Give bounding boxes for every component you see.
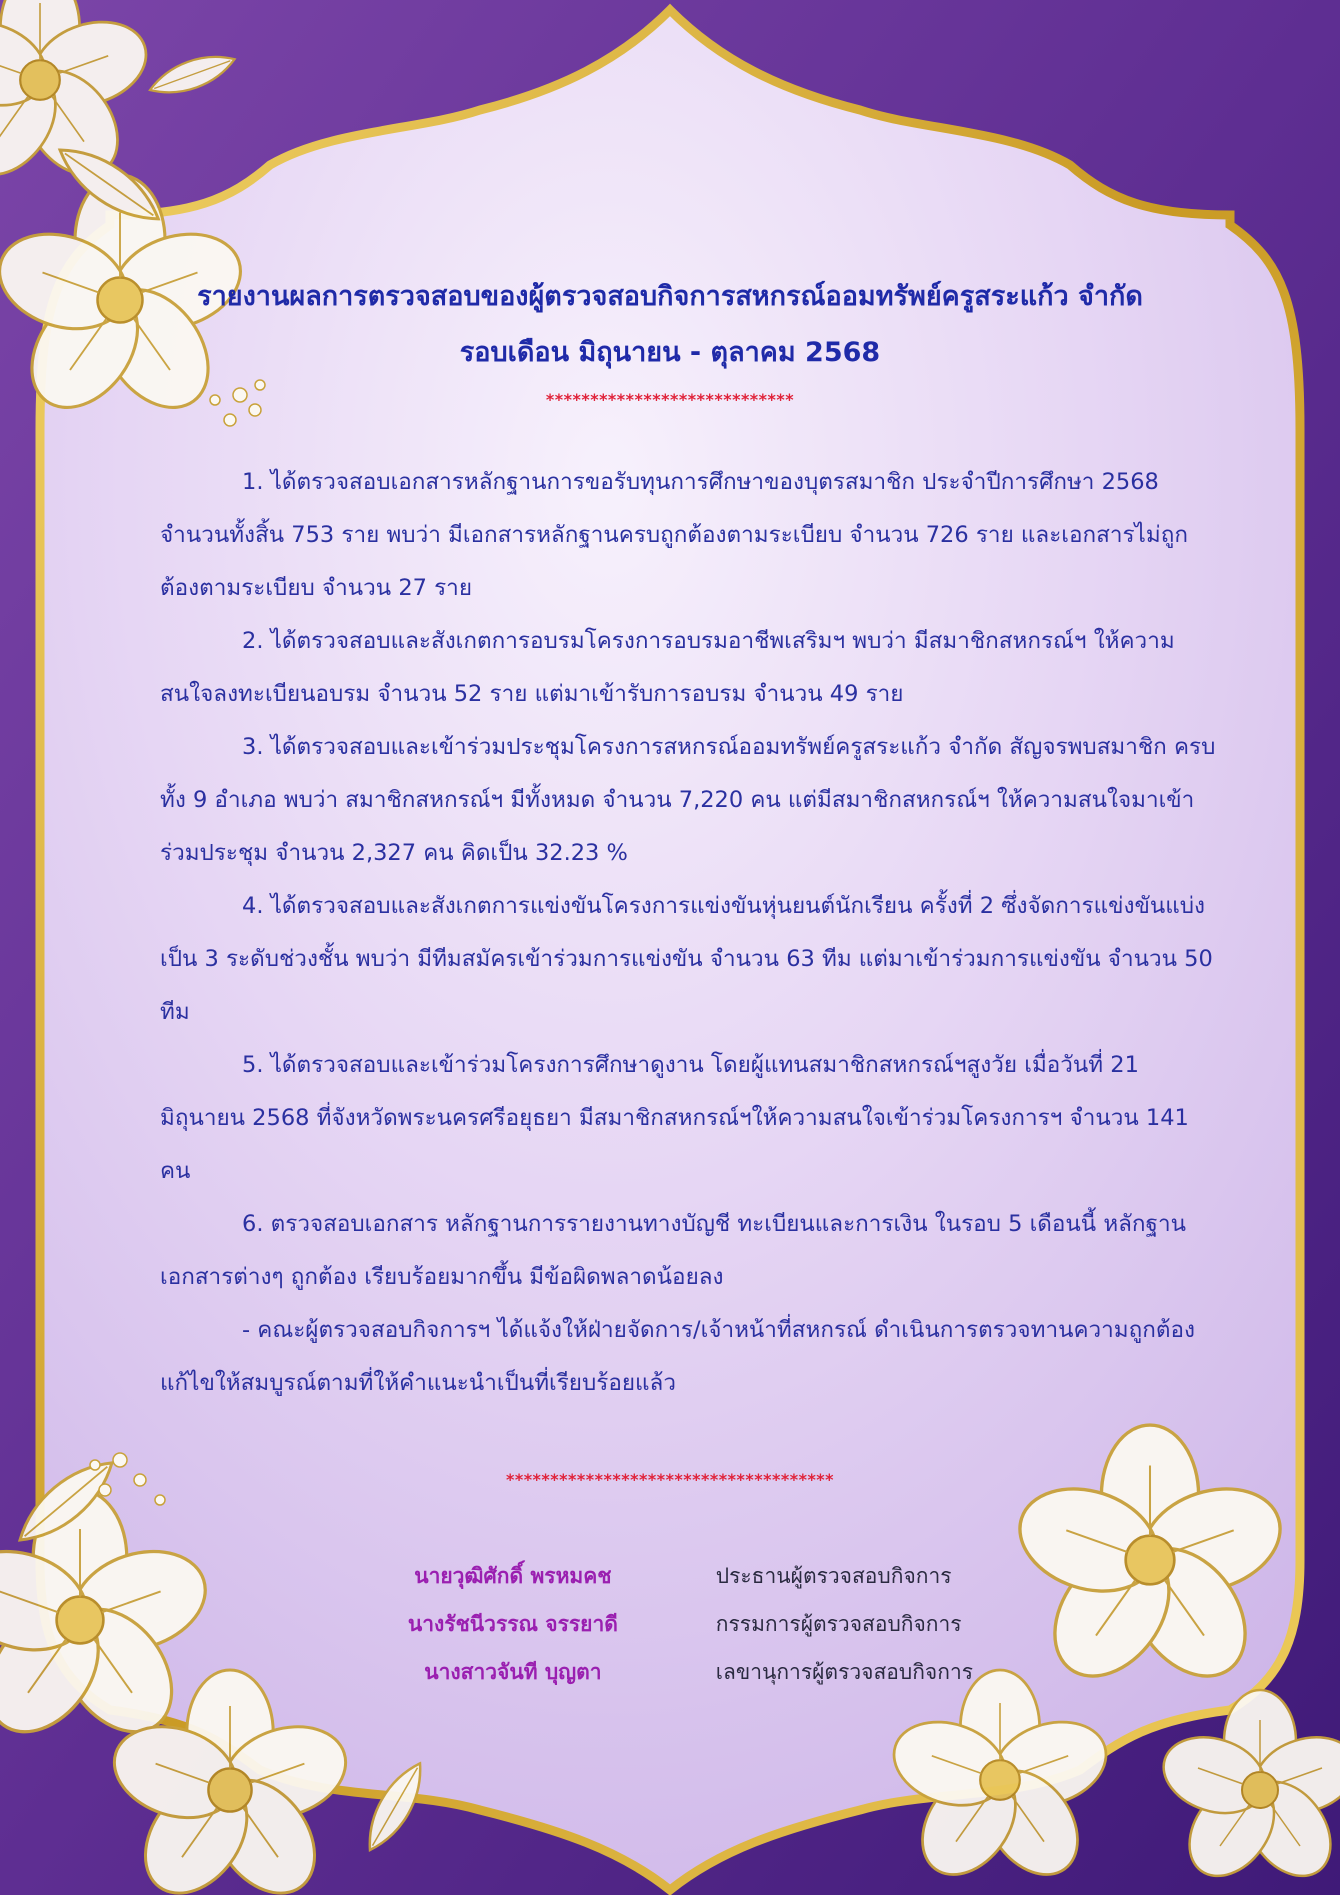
report-title-line-1: รายงานผลการตรวจสอบของผู้ตรวจสอบกิจการสหกรณ์ออมทรัพย์ครูสระแก้ว จำกัด xyxy=(197,281,1143,312)
signatory-position: ประธานผู้ตรวจสอบกิจการ xyxy=(715,1564,952,1588)
divider-top: **************************** xyxy=(545,390,795,409)
signatory-name: นางสาวจันที บุญตา xyxy=(424,1660,602,1684)
signatory-row xyxy=(340,1648,1100,1696)
paragraph-5: 5. ได้ตรวจสอบและเข้าร่วมโครงการศึกษาดูงาน โดยผู้แทนสมาชิกสหกรณ์ฯสูงวัย เมื่อวันที่ 21 มิถุนายน 2568 ที่จังหวัดพระนครศรีอยุธยา มีสมาชิกสหกรณ์ฯให้ความสนใจเข้าร่วมโครงการฯ จำนวน 141 คน xyxy=(160,1052,1189,1184)
paragraph-6: 6. ตรวจสอบเอกสาร หลักฐานการรายงานทางบัญชี ทะเบียนและการเงิน ในรอบ 5 เดือนนี้ หลักฐานเอกสารต่างๆ ถูกต้อง เรียบร้อยมากขึ้น มีข้อผิดพลาดน้อยลง xyxy=(160,1211,1186,1290)
paragraph-2: 2. ได้ตรวจสอบและสังเกตการอบรมโครงการอบรมอาชีพเสริมฯ พบว่า มีสมาชิกสหกรณ์ฯ ให้ความสนใจลงทะเบียนอบรม จำนวน 52 ราย แต่มาเข้ารับการอบรม จำนวน 49 ราย xyxy=(160,628,1175,707)
report-body xyxy=(160,456,1220,1410)
paragraph-3: 3. ได้ตรวจสอบและเข้าร่วมประชุมโครงการสหกรณ์ออมทรัพย์ครูสระแก้ว จำกัด สัญจรพบสมาชิก ครบทั้ง 9 อำเภอ พบว่า สมาชิกสหกรณ์ฯ มีทั้งหมด จำนวน 7,220 คน แต่มีสมาชิกสหกรณ์ฯ ให้ความสนใจมาเข้าร่วมประชุม จำนวน 2,327 คน คิดเป็น 32.23 % xyxy=(160,734,1216,866)
paragraph-1: 1. ได้ตรวจสอบเอกสารหลักฐานการขอรับทุนการศึกษาของบุตรสมาชิก ประจำปีการศึกษา 2568 จำนวนทั้งสิ้น 753 ราย พบว่า มีเอกสารหลักฐานครบถูกต้องตามระเบียบ จำนวน 726 ราย และเอกสารไม่ถูกต้องตามระเบียบ จำนวน 27 ราย xyxy=(160,469,1188,601)
signatory-row xyxy=(340,1552,1100,1600)
signatory-position: กรรมการผู้ตรวจสอบกิจการ xyxy=(715,1612,962,1636)
divider-bottom: ************************************* xyxy=(505,1470,835,1489)
signatory-row xyxy=(340,1600,1100,1648)
signatory-name: นางรัชนีวรรณ จรรยาดี xyxy=(407,1612,618,1636)
paragraph-note: - คณะผู้ตรวจสอบกิจการฯ ได้แจ้งให้ฝ่ายจัดการ/เจ้าหน้าที่สหกรณ์ ดำเนินการตรวจทานความถูกต้อง แก้ไขให้สมบูรณ์ตามที่ให้คำแนะนำเป็นที่เรียบร้อยแล้ว xyxy=(160,1317,1195,1396)
report-title-line-2: รอบเดือน มิถุนายน - ตุลาคม 2568 xyxy=(459,337,881,368)
signatory-position: เลขานุการผู้ตรวจสอบกิจการ xyxy=(715,1660,974,1684)
paragraph-4: 4. ได้ตรวจสอบและสังเกตการแข่งขันโครงการแข่งขันหุ่นยนต์นักเรียน ครั้งที่ 2 ซึ่งจัดการแข่งขันแบ่งเป็น 3 ระดับช่วงชั้น พบว่า มีทีมสมัครเข้าร่วมการแข่งขัน จำนวน 63 ทีม แต่มาเข้าร่วมการแข่งขัน จำนวน 50 ทีม xyxy=(160,893,1213,1025)
signatory-name: นายวุฒิศักดิ์ พรหมคช xyxy=(414,1564,612,1588)
signature-block xyxy=(340,1552,1100,1696)
